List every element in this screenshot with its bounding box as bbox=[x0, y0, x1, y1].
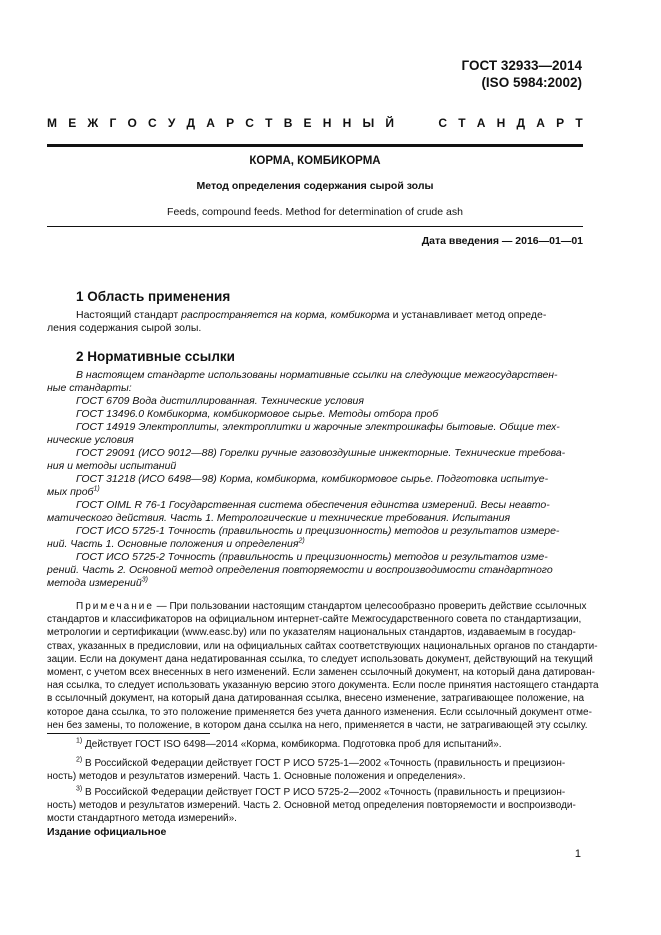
note-line: ствах, указанных в предисловии, или на официальных сайтах соответствующих национальных органов по стандарти- bbox=[47, 640, 598, 652]
note-line: нен без замены, то положение, в котором дана ссылка на него, применяется в части, не затрагивающей эту ссылку. bbox=[47, 719, 588, 731]
title-rule bbox=[47, 226, 583, 227]
note-label: Примечание bbox=[76, 601, 154, 612]
note-line: которое дана ссылка, то это положение применяется без учета данного изменения. Если ссылочный документ отме- bbox=[47, 706, 592, 718]
scope-text-c: и устанавливает метод опреде- bbox=[389, 309, 547, 321]
reference-line: мых проб$^{1)}$ bbox=[47, 485, 100, 498]
reference-line: ний. Часть 1. Основные положения и определения$^{2)}$ bbox=[47, 537, 305, 550]
footnote-number: 1) bbox=[76, 737, 83, 745]
footnote-line: мости стандартного метода измерений». bbox=[47, 813, 237, 825]
page-number: 1 bbox=[574, 848, 581, 860]
banner-letter: Й bbox=[385, 116, 395, 130]
reference-line: ГОСТ ИСО 5725-1 Точность (правильность и прецизионность) методов и результатов измере- bbox=[76, 525, 560, 537]
banner-letter: Н bbox=[342, 116, 352, 130]
note-line: метрологии и сертификации (www.easc.by) или по указателям национальных стандартов, издаваемым в государ- bbox=[47, 627, 576, 639]
normative-references bbox=[47, 369, 583, 590]
banner-letter: Т bbox=[265, 116, 273, 130]
footnote-line: $^{3)}$ В Российской Федерации действует ГОСТ Р ИСО 5725-2—2002 «Точность (правильность и прецизион- bbox=[76, 785, 566, 798]
banner-letter: Д bbox=[516, 116, 526, 130]
banner-letter: Г bbox=[109, 116, 117, 130]
banner-gap bbox=[405, 116, 427, 130]
reference-line: ГОСТ 14919 Электроплиты, электроплитки и жарочные электрошкафы бытовые. Общие тех- bbox=[76, 421, 560, 433]
interstate-standard-banner bbox=[47, 116, 583, 130]
footnote-rule bbox=[47, 733, 210, 734]
section-2-heading: 2 Нормативные ссылки bbox=[76, 349, 235, 364]
reference-line: ГОСТ 6709 Вода дистиллированная. Технические условия bbox=[76, 395, 365, 407]
document-code bbox=[462, 57, 582, 91]
banner-letter: О bbox=[127, 116, 137, 130]
reference-line: метода измерений$^{3)}$ bbox=[47, 576, 148, 589]
reference-line: ГОСТ 13496.0 Комбикорма, комбикормовое сырье. Методы отбора проб bbox=[76, 408, 439, 420]
banner-letter: А bbox=[476, 116, 486, 130]
header-rule bbox=[47, 144, 583, 147]
reference-line: матического действия. Часть 1. Метрологические и технические требования. Испытания bbox=[47, 512, 511, 524]
banner-letter: Д bbox=[186, 116, 196, 130]
note-line: зации. Если на документ дана недатированная ссылка, то следует использовать документ, действующий на текущий bbox=[47, 653, 593, 665]
banner-letter: С bbox=[438, 116, 448, 130]
iso-number: (ISO 5984:2002) bbox=[481, 75, 582, 90]
document-subtitle: Метод определения содержания сырой золы bbox=[196, 180, 434, 192]
footnote-number: 3) bbox=[76, 785, 83, 793]
reference-line: ГОСТ 31218 (ИСО 6498—98) Корма, комбикорма, комбикормовое сырье. Подготовка испытуе- bbox=[76, 473, 549, 485]
note-line: момент, с учетом всех внесенных в него изменений. Если заменен ссылочный документ, на который дана датирован- bbox=[47, 667, 595, 679]
reference-line: нические условия bbox=[47, 434, 134, 446]
banner-letter: Ж bbox=[87, 116, 99, 130]
banner-letter: Т bbox=[575, 116, 583, 130]
document-title: КОРМА, КОМБИКОРМА bbox=[249, 155, 381, 167]
footnote bbox=[47, 786, 583, 826]
note-line: стандартов и классификаторов на официальном интернет-сайте Межгосударственного совета по стандартизации, bbox=[47, 614, 582, 626]
banner-letter: А bbox=[536, 116, 545, 130]
footnote-line: $^{2)}$ В Российской Федерации действует ГОСТ Р ИСО 5725-1—2002 «Точность (правильность и прецизион- bbox=[76, 756, 566, 769]
footnote-number: 2) bbox=[76, 756, 83, 764]
note-line: Примечание — При пользовании настоящим стандартом целесообразно проверить действие ссылочных bbox=[76, 601, 587, 612]
reference-line: рений. Часть 2. Основной метод определения повторяемости и воспроизводимости стандартного bbox=[47, 564, 553, 576]
banner-letter: А bbox=[206, 116, 215, 130]
footnote-line: ность) методов и результатов измерений. Часть 1. Основные положения и определения». bbox=[47, 771, 466, 783]
banner-letter: Р bbox=[226, 116, 235, 130]
reference-line: ГОСТ 29091 (ИСО 9012—88) Горелки ручные газовоздушные инжекторные. Технические требова- bbox=[76, 447, 566, 459]
reference-line: ные стандарты: bbox=[47, 382, 132, 394]
banner-letter: В bbox=[283, 116, 293, 130]
introduction-date: Дата введения — 2016—01—01 bbox=[421, 235, 583, 247]
footnote-line: ность) методов и результатов измерений. Часть 2. Основной метод определения повторяемости и воспроизводи- bbox=[47, 800, 576, 812]
banner-letter: Е bbox=[68, 116, 77, 130]
reference-line: В настоящем стандарте использованы нормативные ссылки на следующие межгосударствен- bbox=[76, 369, 558, 381]
footnote-marker: 1) bbox=[93, 485, 100, 493]
banner-letter: Н bbox=[322, 116, 332, 130]
footnote bbox=[47, 738, 583, 751]
section-1-heading: 1 Область применения bbox=[76, 289, 231, 304]
note-line: ная ссылка, то следует использовать указанную версию этого документа. Если после принятия настоящего стандарта bbox=[47, 680, 599, 692]
banner-letter: Р bbox=[556, 116, 565, 130]
scope-text-a: Настоящий стандарт bbox=[76, 309, 182, 321]
banner-letter: С bbox=[245, 116, 254, 130]
reference-line: ГОСТ ИСО 5725-2 Точность (правильность и прецизионность) методов и результатов изме- bbox=[76, 551, 548, 563]
banner-letter: С bbox=[147, 116, 157, 130]
footnote bbox=[47, 757, 583, 783]
banner-letter: Ы bbox=[362, 116, 375, 130]
english-title: Feeds, compound feeds. Method for determination of crude ash bbox=[167, 206, 463, 218]
footnote-marker: 2) bbox=[298, 537, 305, 545]
footnote-line: $^{1)}$ Действует ГОСТ ISO 6498—2014 «Корма, комбикорма. Подготовка проб для испытаний». bbox=[76, 737, 502, 750]
scope-text-b: распространяется на корма, комбикорма bbox=[181, 309, 390, 321]
scope-text-line2: ления содержания сырой золы. bbox=[47, 322, 202, 334]
official-edition: Издание официальное bbox=[47, 826, 167, 838]
reference-line: ГОСТ OIML R 76-1 Государственная система обеспечения единства измерений. Весы неавто- bbox=[76, 499, 550, 511]
banner-letter: М bbox=[47, 116, 57, 130]
note-block bbox=[47, 600, 599, 732]
footnote-marker: 3) bbox=[141, 576, 148, 584]
banner-letter: У bbox=[167, 116, 176, 130]
gost-number: ГОСТ 32933—2014 bbox=[461, 58, 582, 73]
reference-line: ния и методы испытаний bbox=[47, 460, 177, 472]
banner-letter: Н bbox=[496, 116, 506, 130]
section-1-text bbox=[47, 309, 583, 335]
note-line: в ссылочный документ, на который дана датированная ссылка, внесено изменение, затрагивающее положение, на bbox=[47, 693, 585, 705]
banner-letter: Е bbox=[303, 116, 312, 130]
banner-letter: Т bbox=[458, 116, 466, 130]
